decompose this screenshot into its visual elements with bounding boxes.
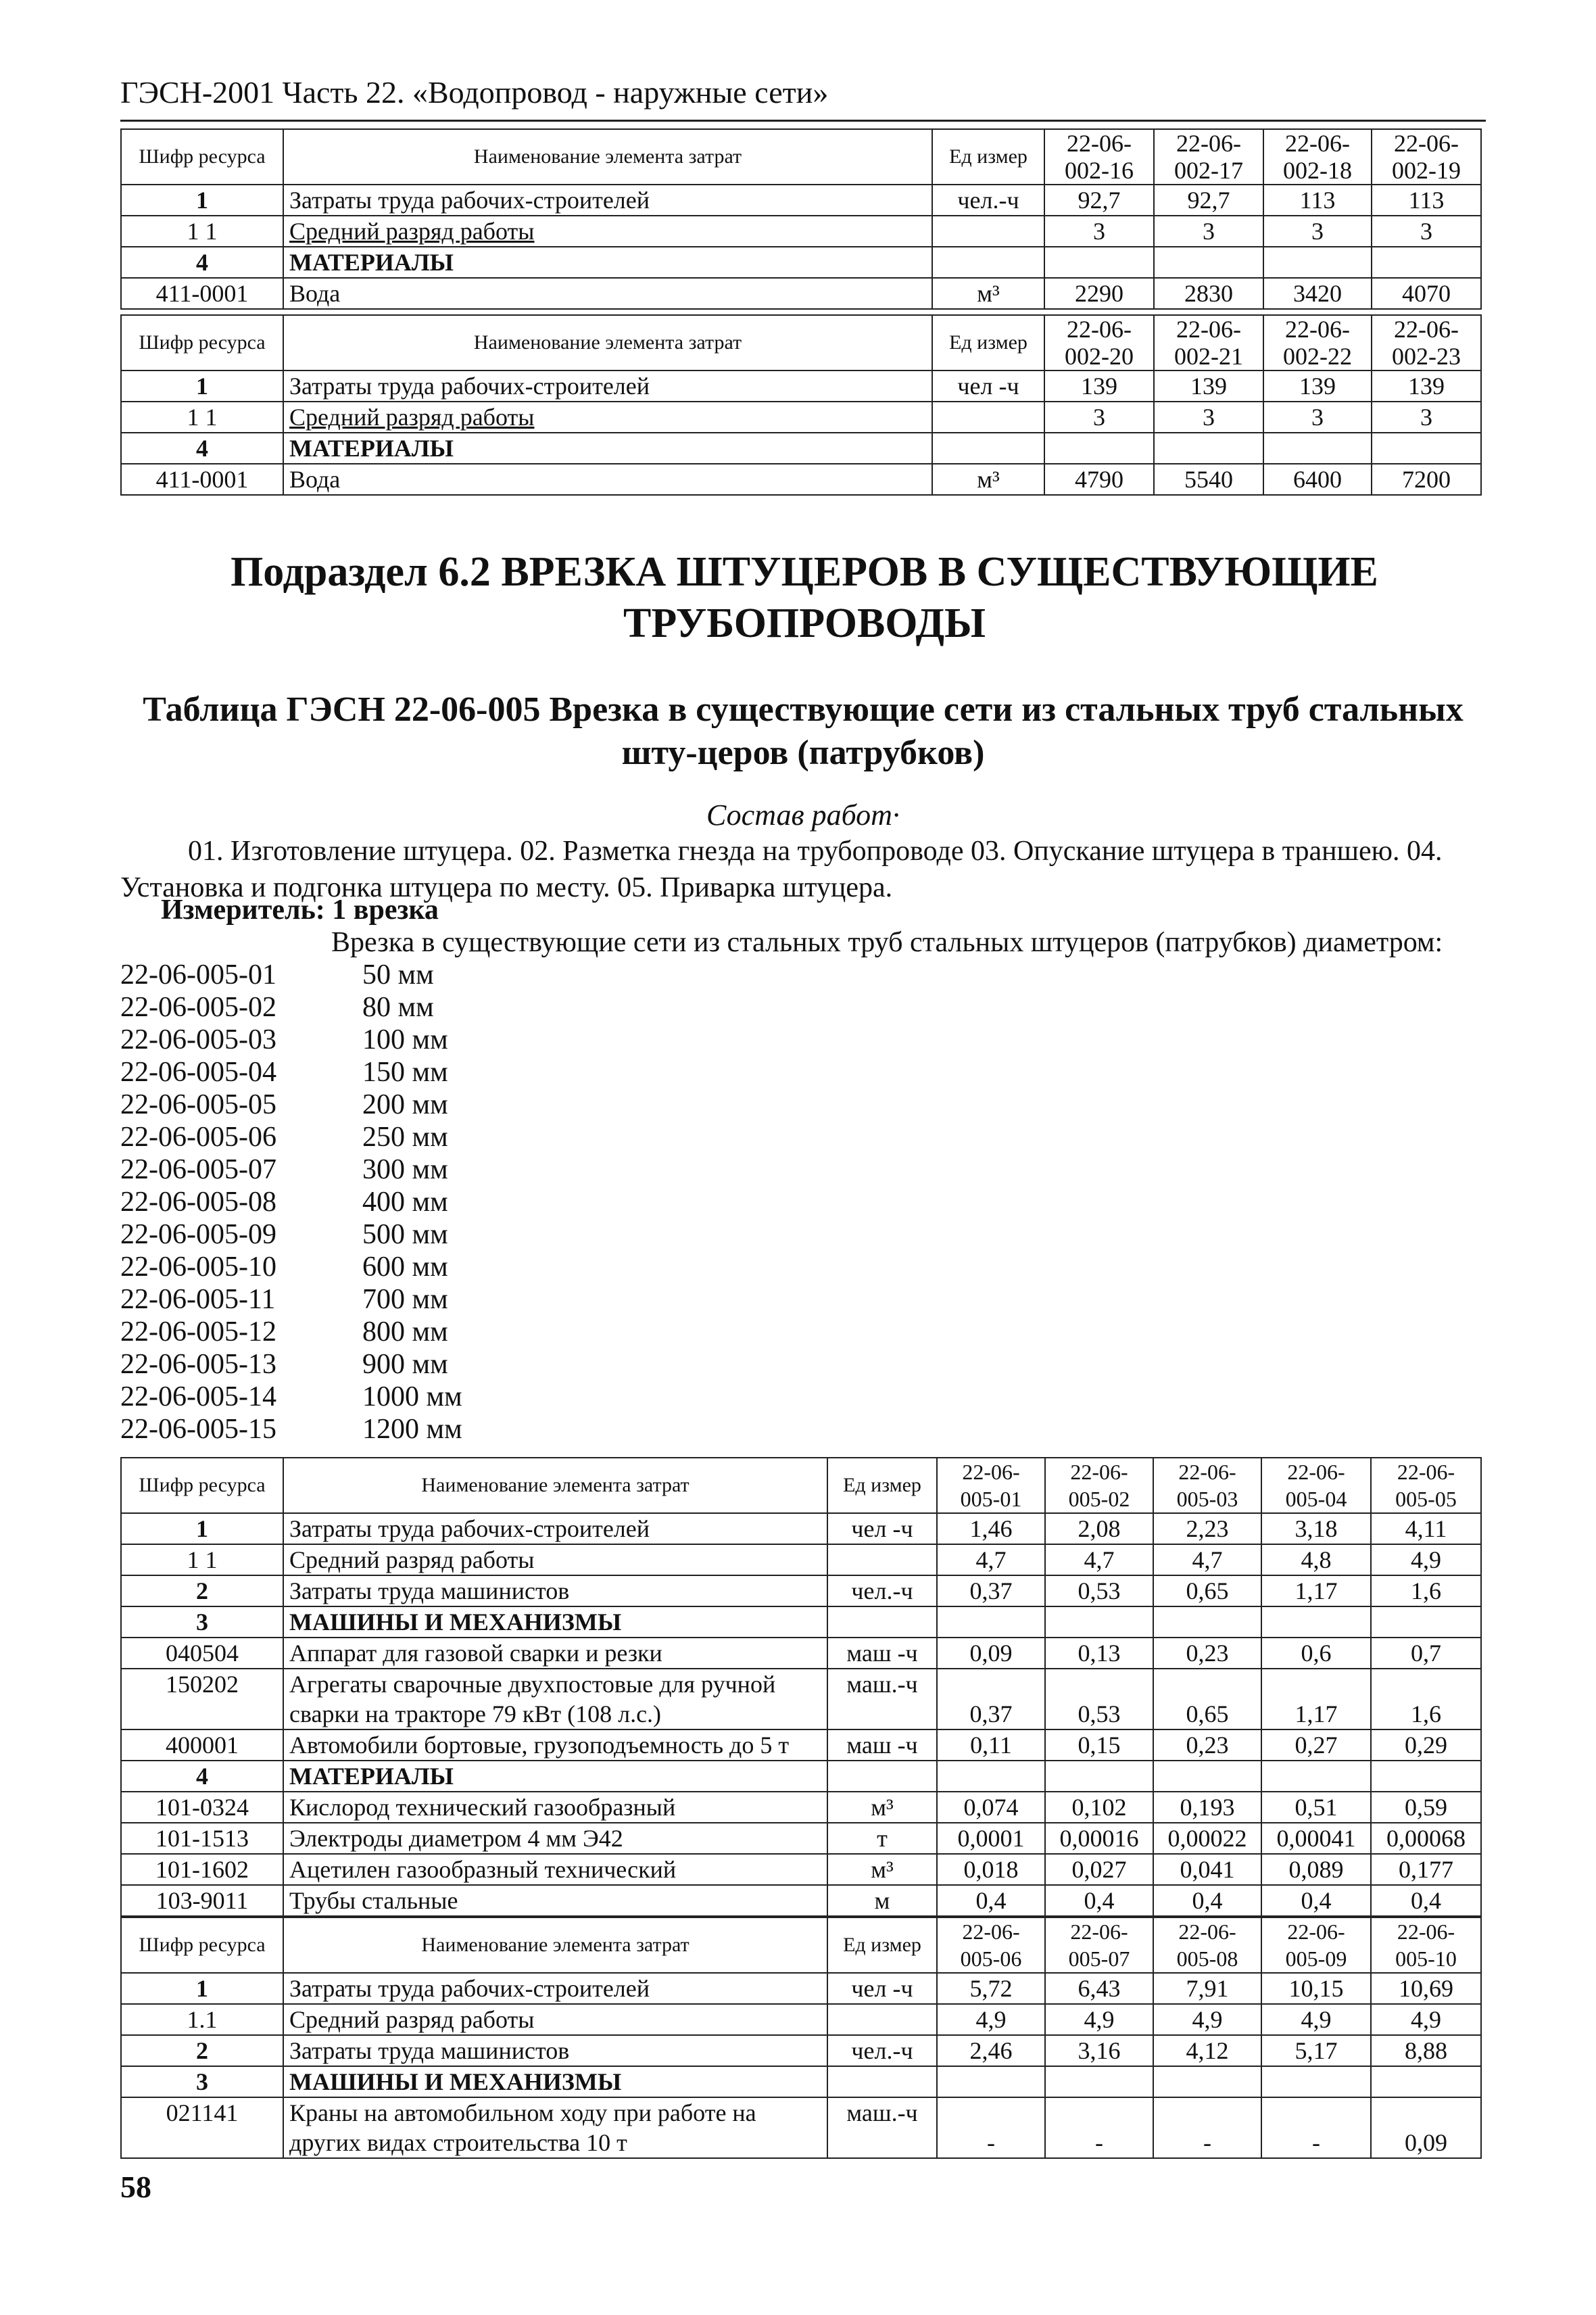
value-cell: - [1261,2097,1371,2158]
code-list-item [120,1251,462,1283]
value-cell: - [937,2097,1045,2158]
value-cell: 0,4 [1261,1885,1371,1916]
value-cell: 0,29 [1371,1729,1481,1761]
value-cell: 3 [1044,216,1154,247]
resource-code: 4 [121,247,283,278]
resource-name: Аппарат для газовой сварки и резки [283,1638,827,1669]
unit: м³ [827,1854,937,1885]
code-list-item [120,1348,462,1381]
col-header-norm: 22-06- 005-09 [1261,1917,1371,1973]
value-cell: 4,9 [1153,2004,1261,2035]
table-row [121,216,1481,247]
value-cell: 3 [1372,216,1481,247]
col-header-norm: 22-06- 005-06 [937,1917,1045,1973]
unit: м³ [932,278,1044,309]
value-cell: 3 [1044,402,1154,433]
table-row [121,371,1481,402]
value-cell: 2830 [1154,278,1263,309]
resource-table-005-06-10 [120,1917,1482,2159]
col-header-code: Шифр ресурса [121,1458,283,1513]
table-row [121,402,1481,433]
resource-name: Затраты труда машинистов [283,1575,827,1606]
table-row [121,464,1481,495]
diameter: 50 мм [362,959,434,991]
table-row [121,2004,1481,2035]
value-cell: 139 [1372,371,1481,402]
norm-code: 22-06-005-05 [120,1089,276,1120]
norm-code: 22-06-005-04 [120,1057,276,1088]
resource-code: 3 [121,1606,283,1638]
resource-code: 150202 [121,1669,283,1729]
value-cell: 0,53 [1045,1575,1153,1606]
value-cell: 6,43 [1045,1973,1153,2004]
diameter: 1200 мм [362,1414,462,1445]
resource-code: 1.1 [121,2004,283,2035]
table-row [121,2035,1481,2066]
norm-code: 22-06-005-11 [120,1284,276,1315]
resource-name: Ацетилен газообразный технический [283,1854,827,1885]
resource-code: 1 1 [121,402,283,433]
unit: чел -ч [827,1973,937,2004]
resource-code: 1 [121,185,283,216]
resource-code: 1 [121,1513,283,1544]
norm-code: 22-06-005-12 [120,1316,276,1347]
value-cell: 0,53 [1045,1669,1153,1729]
diameter: 900 мм [362,1349,448,1380]
value-cell: 0,37 [937,1575,1045,1606]
value-cell: 4,11 [1371,1513,1481,1544]
value-cell: 0,4 [1371,1885,1481,1916]
col-header-norm: 22-06- 005-02 [1045,1458,1153,1513]
resource-code: 1 [121,1973,283,2004]
resource-code: 103-9011 [121,1885,283,1916]
value-cell: 139 [1044,371,1154,402]
table-row [121,1669,1481,1729]
resource-code: 101-0324 [121,1792,283,1823]
table-title: Таблица ГЭСН 22-06-005 Врезка в существующие сети из стальных труб стальных шту-церов (патрубков) [143,690,1464,772]
col-header-norm: 22-06- 005-04 [1261,1458,1371,1513]
value-cell: 139 [1154,371,1263,402]
value-cell: 3 [1263,402,1372,433]
col-header-name: Наименование элемента затрат [283,129,932,185]
diameter: 80 мм [362,992,434,1023]
unit: маш -ч [827,1638,937,1669]
norm-code: 22-06-005-08 [120,1187,276,1218]
diameter: 600 мм [362,1251,448,1283]
resource-code: 021141 [121,2097,283,2158]
value-cell: 2,23 [1153,1513,1261,1544]
unit: м [827,1885,937,1916]
unit [932,402,1044,433]
value-cell: 0,13 [1045,1638,1153,1669]
col-header-norm: 22-06- 002-23 [1372,315,1481,371]
col-header-norm: 22-06- 002-17 [1154,129,1263,185]
value-cell: 8,88 [1371,2035,1481,2066]
value-cell: 0,27 [1261,1729,1371,1761]
table-row [121,1761,1481,1792]
value-cell: 113 [1263,185,1372,216]
code-list-item [120,1024,462,1056]
table-row [121,247,1481,278]
value-cell: 0,65 [1153,1669,1261,1729]
code-list-item [120,991,462,1024]
resource-code: 101-1513 [121,1823,283,1854]
value-cell: 0,089 [1261,1854,1371,1885]
value-cell: 4,7 [1153,1544,1261,1575]
col-header-unit: Ед измер [932,129,1044,185]
value-cell: 4,12 [1153,2035,1261,2066]
unit: чел.-ч [827,2035,937,2066]
code-list-item [120,1316,462,1348]
value-cell: 4,7 [937,1544,1045,1575]
unit: т [827,1823,937,1854]
resource-name: Кислород технический газообразный [283,1792,827,1823]
norm-code: 22-06-005-10 [120,1251,276,1283]
value-cell: 4,9 [1371,1544,1481,1575]
value-cell: 4,9 [1045,2004,1153,2035]
value-cell: 0,018 [937,1854,1045,1885]
unit: маш.-ч [827,2097,937,2158]
value-cell: 3 [1154,216,1263,247]
resource-table-002-20-23 [120,314,1482,496]
value-cell: 4,8 [1261,1544,1371,1575]
diameter: 1000 мм [362,1381,462,1412]
value-cell: 0,11 [937,1729,1045,1761]
value-cell: 0,00016 [1045,1823,1153,1854]
norm-code: 22-06-005-09 [120,1219,276,1250]
code-list-item [120,1218,462,1251]
code-list-item [120,1413,462,1446]
col-header-norm: 22-06- 005-08 [1153,1917,1261,1973]
table-row [121,185,1481,216]
diameter: 700 мм [362,1284,448,1315]
table-row [121,1544,1481,1575]
value-cell: - [1045,2097,1153,2158]
value-cell: 0,65 [1153,1575,1261,1606]
unit: м³ [932,464,1044,495]
value-cell: 0,7 [1371,1638,1481,1669]
value-cell: 113 [1372,185,1481,216]
diameter: 300 мм [362,1154,448,1185]
value-cell: 0,6 [1261,1638,1371,1669]
col-header-unit: Ед измер [827,1917,937,1973]
value-cell: 1,6 [1371,1669,1481,1729]
table-row [121,1854,1481,1885]
diameter: 200 мм [362,1089,448,1120]
norm-code: 22-06-005-06 [120,1122,276,1153]
col-header-norm: 22-06- 005-05 [1371,1458,1481,1513]
col-header-code: Шифр ресурса [121,315,283,371]
col-header-norm: 22-06- 002-21 [1154,315,1263,371]
resource-name: Затраты труда рабочих-строителей [283,1513,827,1544]
resource-name: Электроды диаметром 4 мм Э42 [283,1823,827,1854]
col-header-norm: 22-06- 002-18 [1263,129,1372,185]
value-cell: 5,72 [937,1973,1045,2004]
diameter: 100 мм [362,1024,448,1055]
value-cell: 2,08 [1045,1513,1153,1544]
value-cell: 4,9 [937,2004,1045,2035]
value-cell: 10,69 [1371,1973,1481,2004]
resource-table-002-16-19 [120,128,1482,310]
col-header-name: Наименование элемента затрат [283,1917,827,1973]
col-header-norm: 22-06- 002-20 [1044,315,1154,371]
value-cell: - [1153,2097,1261,2158]
value-cell: 0,09 [1371,2097,1481,2158]
resource-name: Затраты труда рабочих-строителей [283,1973,827,2004]
col-header-norm: 22-06- 005-03 [1153,1458,1261,1513]
value-cell: 5540 [1154,464,1263,495]
resource-code: 1 1 [121,1544,283,1575]
resource-code: 1 [121,371,283,402]
diameter: 400 мм [362,1187,448,1218]
unit: чел.-ч [827,1575,937,1606]
code-list-item [120,1153,462,1186]
value-cell: 92,7 [1154,185,1263,216]
resource-code: 2 [121,2035,283,2066]
col-header-code: Шифр ресурса [121,129,283,185]
value-cell: 0,23 [1153,1638,1261,1669]
value-cell: 4,7 [1045,1544,1153,1575]
value-cell: 10,15 [1261,1973,1371,2004]
col-header-norm: 22-06- 002-16 [1044,129,1154,185]
code-list-item [120,1056,462,1089]
section-name: МАТЕРИАЛЫ [283,433,932,464]
value-cell: 0,027 [1045,1854,1153,1885]
value-cell: 0,51 [1261,1792,1371,1823]
value-cell: 0,4 [1153,1885,1261,1916]
table-row [121,433,1481,464]
table-row [121,2097,1481,2158]
resource-code: 2 [121,1575,283,1606]
col-header-norm: 22-06- 005-10 [1371,1917,1481,1973]
section-name: МАШИНЫ И МЕХАНИЗМЫ [283,1606,827,1638]
resource-name: Затраты труда рабочих-строителей [283,371,932,402]
resource-name: Автомобили бортовые, грузоподъемность до 5 т [283,1729,827,1761]
norm-code: 22-06-005-15 [120,1414,276,1445]
resource-name: Затраты труда рабочих-строителей [283,185,932,216]
resource-name: Агрегаты сварочные двухпостовые для ручной сварки на тракторе 79 кВт (108 л.с.) [283,1669,827,1729]
value-cell: 0,00041 [1261,1823,1371,1854]
table-row [121,2066,1481,2097]
value-cell: 6400 [1263,464,1372,495]
resource-name: Краны на автомобильном ходу при работе на других видах строительства 10 т [283,2097,827,2158]
table-row [121,1638,1481,1669]
resource-code: 101-1602 [121,1854,283,1885]
code-list-item [120,1381,462,1413]
unit: маш -ч [827,1729,937,1761]
value-cell: 0,4 [937,1885,1045,1916]
value-cell: 139 [1263,371,1372,402]
value-cell: 1,46 [937,1513,1045,1544]
table-row [121,278,1481,309]
value-cell: 0,00068 [1371,1823,1481,1854]
norm-code: 22-06-005-14 [120,1381,276,1412]
value-cell: 0,0001 [937,1823,1045,1854]
section-name: МАТЕРИАЛЫ [283,1761,827,1792]
col-header-norm: 22-06- 005-01 [937,1458,1045,1513]
section-name: МАШИНЫ И МЕХАНИЗМЫ [283,2066,827,2097]
meter-label: Измеритель: 1 врезка [161,894,439,926]
norm-code: 22-06-005-07 [120,1154,276,1185]
norm-code: 22-06-005-03 [120,1024,276,1055]
code-list [120,959,462,1446]
unit [827,2004,937,2035]
resource-name: Вода [283,278,932,309]
value-cell: 0,193 [1153,1792,1261,1823]
running-header: ГЭСН-2001 Часть 22. «Водопровод - наружные сети» [120,74,1486,122]
value-cell: 3 [1263,216,1372,247]
value-cell: 4,9 [1371,2004,1481,2035]
resource-code: 040504 [121,1638,283,1669]
resource-name: Средний разряд работы [283,2004,827,2035]
composition-heading: Состав работ· [706,798,900,832]
value-cell: 3 [1372,402,1481,433]
code-list-item [120,959,462,991]
value-cell: 4,9 [1261,2004,1371,2035]
unit [932,216,1044,247]
col-header-norm: 22-06- 002-19 [1372,129,1481,185]
value-cell: 5,17 [1261,2035,1371,2066]
col-header-norm: 22-06- 002-22 [1263,315,1372,371]
value-cell: 0,59 [1371,1792,1481,1823]
code-list-item [120,1186,462,1218]
value-cell: 2290 [1044,278,1154,309]
value-cell: 0,177 [1371,1854,1481,1885]
value-cell: 0,102 [1045,1792,1153,1823]
resource-code: 411-0001 [121,464,283,495]
table-row [121,1513,1481,1544]
composition-text: 01. Изготовление штуцера. 02. Разметка гнезда на трубопроводе 03. Опускание штуцера в траншею. 04. Установка и подгонка штуцера по месту. 05. Приварка штуцера. [120,836,1443,903]
resource-code: 4 [121,433,283,464]
table-row [121,1606,1481,1638]
resource-name: Затраты труда машинистов [283,2035,827,2066]
resource-name: Средний разряд работы [283,1544,827,1575]
value-cell: 4070 [1372,278,1481,309]
value-cell: 0,041 [1153,1854,1261,1885]
value-cell: 0,37 [937,1669,1045,1729]
table-row [121,1729,1481,1761]
table-row [121,1823,1481,1854]
resource-name: Вода [283,464,932,495]
resource-name: Средний разряд работы [283,216,932,247]
value-cell: 1,17 [1261,1669,1371,1729]
resource-code: 411-0001 [121,278,283,309]
table-row [121,1575,1481,1606]
resource-name: Средний разряд работы [283,402,932,433]
unit: чел.-ч [932,185,1044,216]
table-row [121,1792,1481,1823]
page-number: 58 [120,2170,151,2204]
resource-code: 3 [121,2066,283,2097]
code-list-item [120,1283,462,1316]
resource-name: Трубы стальные [283,1885,827,1916]
value-cell: 0,00022 [1153,1823,1261,1854]
unit: чел -ч [932,371,1044,402]
table-row [121,1885,1481,1916]
value-cell: 0,09 [937,1638,1045,1669]
subsection-title: Подраздел 6.2 ВРЕЗКА ШТУЦЕРОВ В СУЩЕСТВУЮЩИЕ ТРУБОПРОВОДЫ [231,549,1378,646]
diameter: 500 мм [362,1219,448,1250]
resource-code: 1 1 [121,216,283,247]
col-header-unit: Ед измер [932,315,1044,371]
value-cell: 3 [1154,402,1263,433]
section-name: МАТЕРИАЛЫ [283,247,932,278]
value-cell: 3,16 [1045,2035,1153,2066]
resource-code: 400001 [121,1729,283,1761]
value-cell: 4790 [1044,464,1154,495]
col-header-code: Шифр ресурса [121,1917,283,1973]
value-cell: 7200 [1372,464,1481,495]
value-cell: 0,23 [1153,1729,1261,1761]
table-row [121,1973,1481,2004]
col-header-name: Наименование элемента затрат [283,315,932,371]
code-list-item [120,1089,462,1121]
value-cell: 2,46 [937,2035,1045,2066]
col-header-norm: 22-06- 005-07 [1045,1917,1153,1973]
value-cell: 3420 [1263,278,1372,309]
value-cell: 1,6 [1371,1575,1481,1606]
value-cell: 0,15 [1045,1729,1153,1761]
value-cell: 92,7 [1044,185,1154,216]
col-header-name: Наименование элемента затрат [283,1458,827,1513]
diameter: 150 мм [362,1057,448,1088]
unit: маш.-ч [827,1669,937,1729]
norm-code: 22-06-005-02 [120,992,276,1023]
value-cell: 7,91 [1153,1973,1261,2004]
resource-table-005-01-05 [120,1457,1482,1917]
unit: м³ [827,1792,937,1823]
code-list-item [120,1121,462,1153]
norm-code: 22-06-005-13 [120,1349,276,1380]
value-cell: 3,18 [1261,1513,1371,1544]
value-cell: 1,17 [1261,1575,1371,1606]
value-cell: 0,4 [1045,1885,1153,1916]
diameter-intro: Врезка в существующие сети из стальных труб стальных штуцеров (патрубков) диаметром: [331,927,1443,958]
norm-code: 22-06-005-01 [120,959,276,991]
resource-code: 4 [121,1761,283,1792]
diameter: 250 мм [362,1122,448,1153]
unit: чел -ч [827,1513,937,1544]
col-header-unit: Ед измер [827,1458,937,1513]
unit [827,1544,937,1575]
diameter: 800 мм [362,1316,448,1347]
value-cell: 0,074 [937,1792,1045,1823]
